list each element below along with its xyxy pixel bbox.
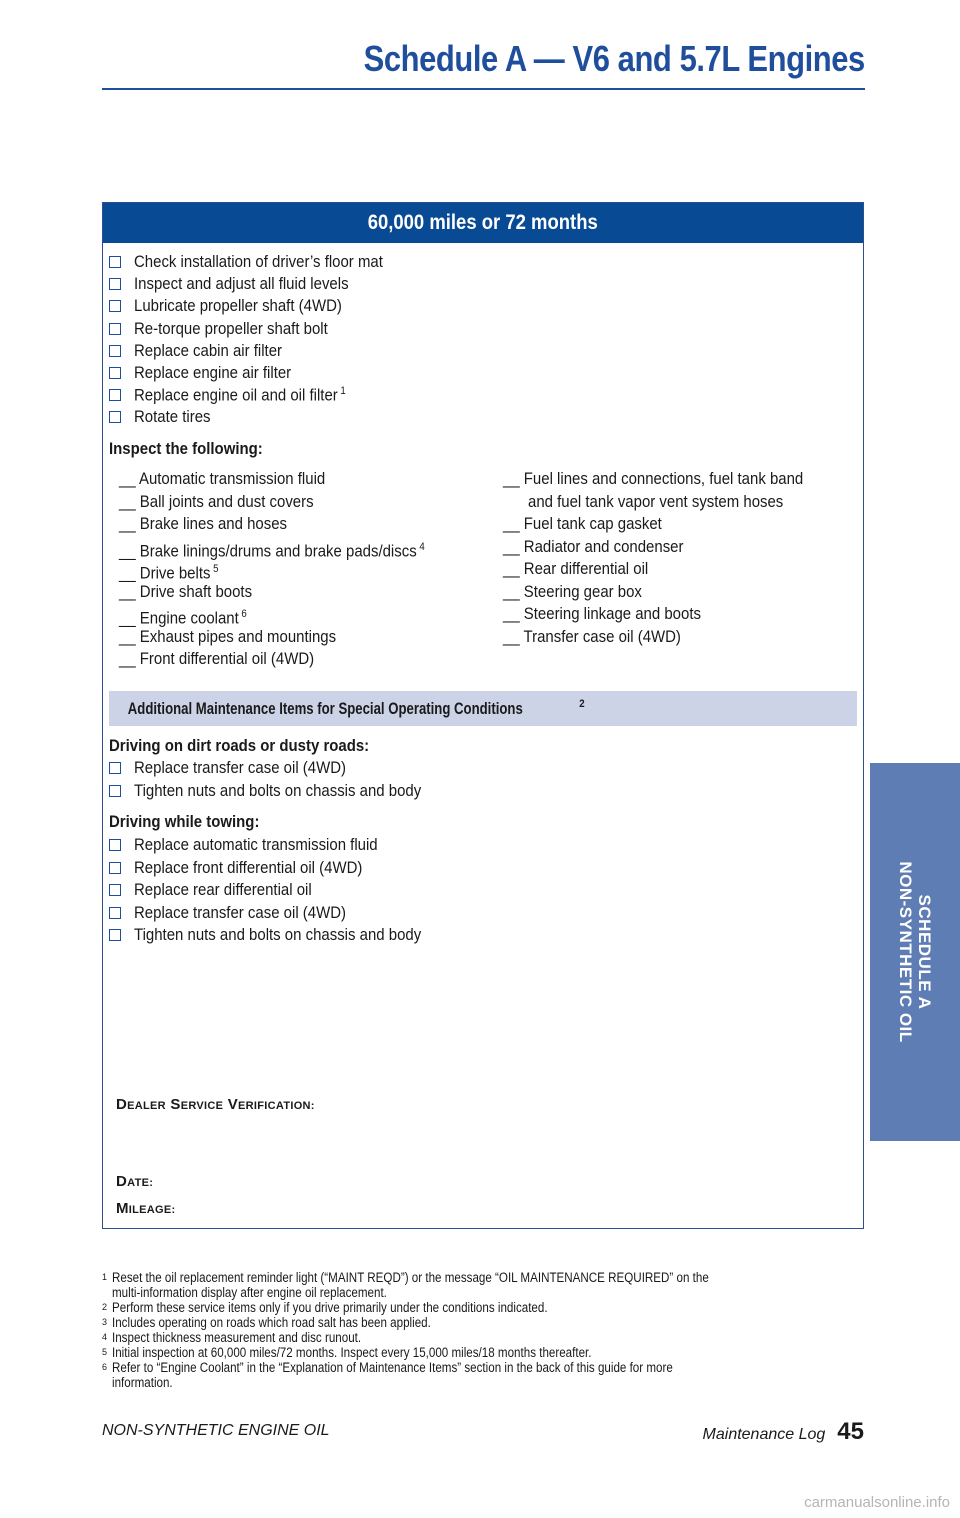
checkbox-icon[interactable] bbox=[109, 256, 121, 268]
inspect-left-item: __ Front differential oil (4WD) bbox=[119, 649, 315, 668]
inspect-left-item: __ Brake lines and hoses bbox=[119, 514, 287, 533]
special-conditions-band: Additional Maintenance Items for Special Operating Conditions $^2$ bbox=[109, 691, 857, 726]
footer-left: NON-SYNTHETIC ENGINE OIL bbox=[102, 1422, 330, 1439]
footnote-line: 4 Inspect thickness measurement and disc runout. bbox=[102, 1330, 362, 1345]
towing-item bbox=[109, 902, 375, 924]
title-rule bbox=[102, 88, 865, 90]
footnote-line: 2 Perform these service items only if you drive primarily under the conditions indicated. bbox=[102, 1300, 548, 1315]
inspect-left-item: __ Drive shaft boots bbox=[119, 581, 253, 601]
checklist-item-label: Replace engine oil and oil filter $^1$ bbox=[134, 384, 346, 405]
side-tab-text: SCHEDULE A NON-SYNTHETIC OIL bbox=[896, 861, 934, 1043]
checkbox-icon[interactable] bbox=[109, 839, 121, 851]
footnote-line: 6 Refer to “Engine Coolant” in the “Explanation of Maintenance Items” section in the back of this guide for more bbox=[102, 1360, 673, 1375]
checklist-item bbox=[109, 406, 221, 428]
footer-log-label: Maintenance Log bbox=[702, 1426, 826, 1443]
date-label: DATE: bbox=[116, 1173, 154, 1190]
footnotes bbox=[102, 1270, 862, 1390]
inspect-right-item: __ Fuel lines and connections, fuel tank band bbox=[503, 469, 804, 488]
checkbox-icon[interactable] bbox=[109, 929, 121, 941]
footnote-line: 1 Reset the oil replacement reminder light (“MAINT REQD”) or the message “OIL MAINTENANCE REQUIRED” on the bbox=[102, 1270, 709, 1285]
checklist-item bbox=[109, 362, 313, 384]
towing-item bbox=[109, 857, 394, 879]
checkbox-icon[interactable] bbox=[109, 367, 121, 379]
mileage-label: MILEAGE: bbox=[116, 1200, 176, 1217]
checklist-item-label: Rotate tires bbox=[134, 407, 211, 427]
checklist-item-label: Check installation of driver’s floor mat bbox=[134, 252, 383, 271]
dirt-roads-item-label: Replace transfer case oil (4WD) bbox=[134, 758, 347, 777]
inspect-right-item: __ Rear differential oil bbox=[503, 559, 649, 578]
footer-right bbox=[703, 1418, 864, 1446]
footnote-line: 3 Includes operating on roads which road salt has been applied. bbox=[102, 1315, 431, 1330]
maintenance-box bbox=[102, 202, 864, 1229]
inspect-right-item: __ Transfer case oil (4WD) bbox=[503, 626, 681, 646]
inspect-right-item: __ Steering linkage and boots bbox=[503, 604, 701, 623]
inspect-left-item: __ Drive belts $^5$ bbox=[119, 563, 219, 583]
checklist-item bbox=[109, 273, 378, 295]
checkbox-icon[interactable] bbox=[109, 907, 121, 919]
checkbox-icon[interactable] bbox=[109, 884, 121, 896]
checkbox-icon[interactable] bbox=[109, 785, 121, 797]
footnote-line: multi-information display after engine oil replacement. bbox=[112, 1285, 387, 1300]
inspect-right-item: and fuel tank vapor vent system hoses bbox=[528, 491, 784, 511]
towing-item-label: Replace automatic transmission fluid bbox=[134, 835, 378, 854]
checklist-item bbox=[109, 251, 417, 273]
inspect-left-item: __ Automatic transmission fluid bbox=[119, 469, 326, 488]
inspect-left-item: __ Engine coolant $^6$ bbox=[119, 608, 247, 628]
towing-heading: Driving while towing: bbox=[109, 812, 260, 831]
towing-item bbox=[109, 834, 411, 856]
watermark: carmanualsonline.info bbox=[804, 1494, 950, 1511]
checkbox-icon[interactable] bbox=[109, 389, 121, 401]
towing-item bbox=[109, 879, 336, 901]
checklist-item-label: Replace engine air filter bbox=[134, 363, 292, 382]
inspect-right-item: __ Radiator and condenser bbox=[503, 536, 684, 556]
inspect-left-item: __ Brake linings/drums and brake pads/discs $^4$ bbox=[119, 540, 425, 561]
checklist-item bbox=[109, 340, 302, 362]
dirt-roads-item-label: Tighten nuts and bolts on chassis and body bbox=[134, 781, 422, 800]
footnote-line: 5 Initial inspection at 60,000 miles/72 months. Inspect every 15,000 miles/18 months thereafter. bbox=[102, 1345, 592, 1360]
dirt-roads-heading: Driving on dirt roads or dusty roads: bbox=[109, 736, 370, 755]
towing-item-label: Replace front differential oil (4WD) bbox=[134, 857, 363, 877]
page-title: Schedule A — V6 and 5.7L Engines bbox=[363, 38, 865, 79]
checkbox-icon[interactable] bbox=[109, 345, 121, 357]
dealer-verification-label: DEALER SERVICE VERIFICATION: bbox=[116, 1096, 315, 1113]
inspect-right-item: __ Fuel tank cap gasket bbox=[503, 514, 662, 533]
checkbox-icon[interactable] bbox=[109, 862, 121, 874]
dirt-roads-item bbox=[109, 780, 460, 802]
checklist-item-label: Lubricate propeller shaft (4WD) bbox=[134, 296, 342, 316]
towing-item bbox=[109, 924, 460, 946]
checkbox-icon[interactable] bbox=[109, 300, 121, 312]
checkbox-icon[interactable] bbox=[109, 323, 121, 335]
side-tab bbox=[870, 763, 960, 1141]
checklist-item bbox=[109, 384, 375, 406]
towing-item-label: Replace rear differential oil bbox=[134, 880, 312, 900]
dirt-roads-item bbox=[109, 757, 375, 779]
inspect-left-item: __ Ball joints and dust covers bbox=[119, 491, 314, 511]
checklist-item bbox=[109, 318, 354, 340]
inspect-left-item: __ Exhaust pipes and mountings bbox=[119, 626, 337, 646]
inspect-heading: Inspect the following: bbox=[109, 439, 263, 458]
checkbox-icon[interactable] bbox=[109, 278, 121, 290]
interval-header: 60,000 miles or 72 months bbox=[103, 203, 863, 243]
inspect-right-item: __ Steering gear box bbox=[503, 581, 642, 601]
checklist-item-label: Inspect and adjust all fluid levels bbox=[134, 274, 349, 294]
checklist-item bbox=[109, 295, 370, 317]
towing-item-label: Replace transfer case oil (4WD) bbox=[134, 902, 347, 922]
checkbox-icon[interactable] bbox=[109, 411, 121, 423]
checklist-item-label: Re-torque propeller shaft bolt bbox=[134, 318, 328, 338]
towing-item-label: Tighten nuts and bolts on chassis and body bbox=[134, 925, 422, 945]
checkbox-icon[interactable] bbox=[109, 762, 121, 774]
page-number: 45 bbox=[837, 1418, 864, 1445]
footnote-line: information. bbox=[112, 1375, 173, 1390]
checklist-item-label: Replace cabin air filter bbox=[134, 340, 283, 360]
